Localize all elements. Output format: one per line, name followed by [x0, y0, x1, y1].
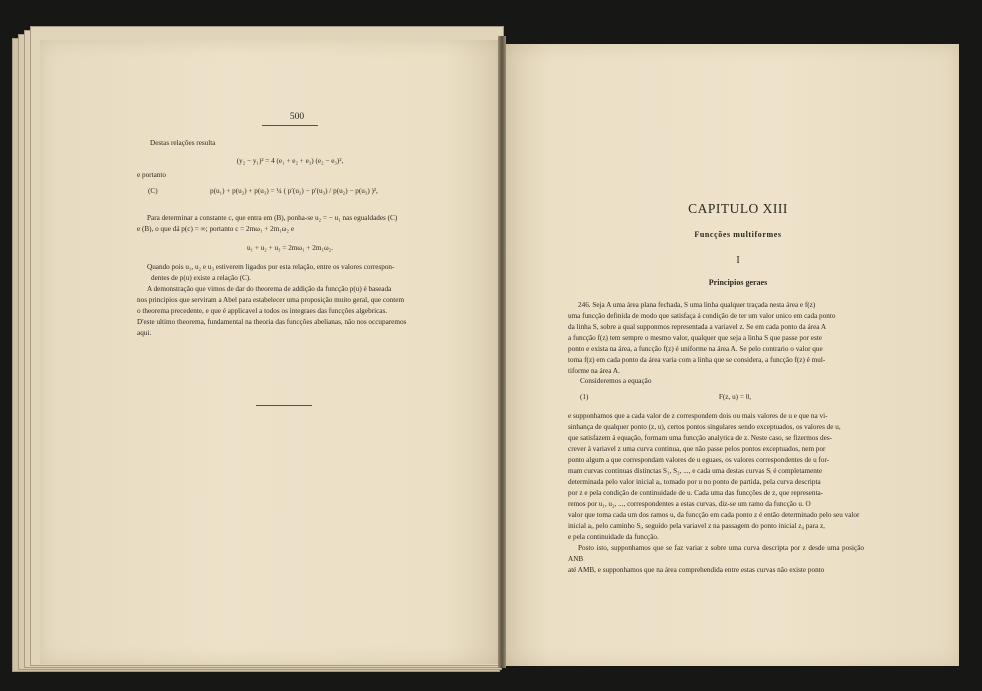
paragraph-line: ponto algum a que correspondam valores de u eguaes, os valores correspondentes de u for-: [568, 456, 830, 464]
paragraph-line: Quando pois u₁, u₂ e u₃ estiverem ligados por esta relação, entre os valores correspon-: [147, 263, 395, 271]
text-line: Consideremos a equação: [580, 377, 652, 385]
paragraph-line: a funcção f(z) tem sempre o mesmo valor, qualquer que seja a linha S que passe por este: [568, 334, 822, 342]
left-page: [40, 40, 502, 664]
paragraph-line: por z e pela condição de continuidade de u. Cada uma das funcções de z, que representa-: [568, 489, 824, 497]
paragraph: [568, 300, 864, 377]
paragraph-line: dentes de p(u) existe a relação (C).: [151, 274, 251, 282]
book-gutter: [498, 36, 506, 668]
paragraph: [137, 284, 431, 339]
paragraph: [137, 262, 431, 284]
chapter-title: CAPITULO XIII: [688, 201, 788, 216]
subsection-title: Principios geraes: [708, 278, 768, 287]
paragraph-line: valor que toma cada um dos ramos u, da funcção em cada ponto z é então determinado pelo seu valor: [568, 511, 860, 519]
paragraph-line: determinada pelo valor inicial aᵢ, tomado por u no ponto de partida, pela curva descripta: [568, 478, 821, 486]
page-number-rule: [262, 125, 318, 126]
paragraph-line: que satisfazem á equação, formam uma funcção analytica de z. Neste caso, se fizermos des-: [568, 434, 833, 442]
paragraph: [568, 411, 864, 543]
section-number: I: [736, 255, 740, 266]
paragraph-line: e pela continuidade da funcção.: [568, 533, 659, 541]
paragraph: [568, 543, 864, 576]
paragraph-line: A demonstração que vimos de dar do theorema de addição da funcção p(u) é baseada: [147, 285, 392, 293]
paragraph-line: aqui.: [137, 329, 152, 337]
paragraph-line: D'este ultimo theorema, fundamental na theoria das funcções abelianas, não nos occuparemos: [137, 318, 407, 326]
equation: (y₂ − y₁)² = 4 (e₁ + e₂ + e₃) (e₂ − e₃)²,: [236, 157, 344, 165]
paragraph-line: nos principios que serviram a Abel para estabelecer uma proposição muito geral, que contem: [137, 296, 405, 304]
equation-label: (C): [148, 187, 158, 195]
paragraph-line: tiforme na área A.: [568, 367, 620, 375]
paragraph: [137, 213, 431, 235]
equation: p(u₁) + p(u₂) + p(u₃) = ¼ ( p′(u₂) − p′(u₃) / p(u₂) − p(u₃) )²,: [210, 187, 378, 195]
paragraph-line: uma funcção definida de modo que satisfaça á condição de ter um valor unico em cada ponto: [568, 312, 836, 320]
paragraph-line: crever á variavel z uma curva continua, que não passe pelos pontos exceptuados, nem por: [568, 445, 826, 453]
section-end-rule: [256, 405, 312, 406]
paragraph-line: até AMB, e supponhamos que na área comprehendida entre estas curvas não existe ponto: [568, 566, 825, 574]
paragraph-line: 246. Seja A uma área plana fechada, S uma linha qualquer traçada nesta área e f(z): [578, 301, 816, 309]
paragraph-line: o theorema precedente, e que é applicavel a todos os integraes das funcções algebricas.: [137, 307, 388, 315]
section-title: Funcções multiformes: [694, 230, 782, 239]
paragraph-line: toma f(z) em cada ponto da área varia com a linha que se considera, a funcção f(z) é mul-: [568, 356, 826, 364]
page-number: 500: [289, 112, 305, 122]
equation-label: (1): [580, 393, 589, 401]
text-line: e portanto: [137, 171, 166, 179]
paragraph-line: Posto isto, supponhamos que se faz variar z sobre uma curva descripta por z desde uma posição ANB: [568, 544, 864, 563]
paragraph-line: remos por u₁, u₂, ..., correspondentes a estas curvas, diz-se um ramo da funcção u. O: [568, 500, 811, 508]
paragraph-line: e (B), o que dá p(c) = ∞; portanto c = 2mω₁ + 2m₁ω₂ e: [137, 225, 295, 233]
paragraph-line: mam curvas continuas distinctas S₁, S₂, ..., e cada uma destas curvas Sᵢ é completamente: [568, 467, 823, 475]
equation: F(z, u) = 0,: [718, 393, 752, 401]
paragraph-line: da linha S, sobre a qual supponmos representada a variavel z. Se em cada ponto da área A: [568, 323, 827, 331]
equation: u₁ + u₂ + u₃ = 2mω₁ + 2m₁ω₂.: [246, 244, 334, 252]
paragraph-line: sinhança de qualquer ponto (z, u), certos pontos singulares sendo exceptuados, os valores de u,: [568, 423, 841, 431]
paragraph-line: e supponhamos que a cada valor de z correspondem dois ou mais valores de u e que na vi-: [568, 412, 828, 420]
paragraph-line: inicial aᵢ, pelo caminho Sᵢ, seguido pela variavel z na passagem do ponto inicial z₀ para z,: [568, 522, 825, 530]
paragraph-line: Para determinar a constante c, que entra em (B), ponha-se u₂ = − u₁ nas egualdades (C): [147, 214, 398, 222]
intro-line: Destas relações resulta: [150, 139, 216, 147]
paragraph-line: ponto e exista na área, a funcção f(z) é uniforme na área A. Se pelo contrario o valor que: [568, 345, 823, 353]
